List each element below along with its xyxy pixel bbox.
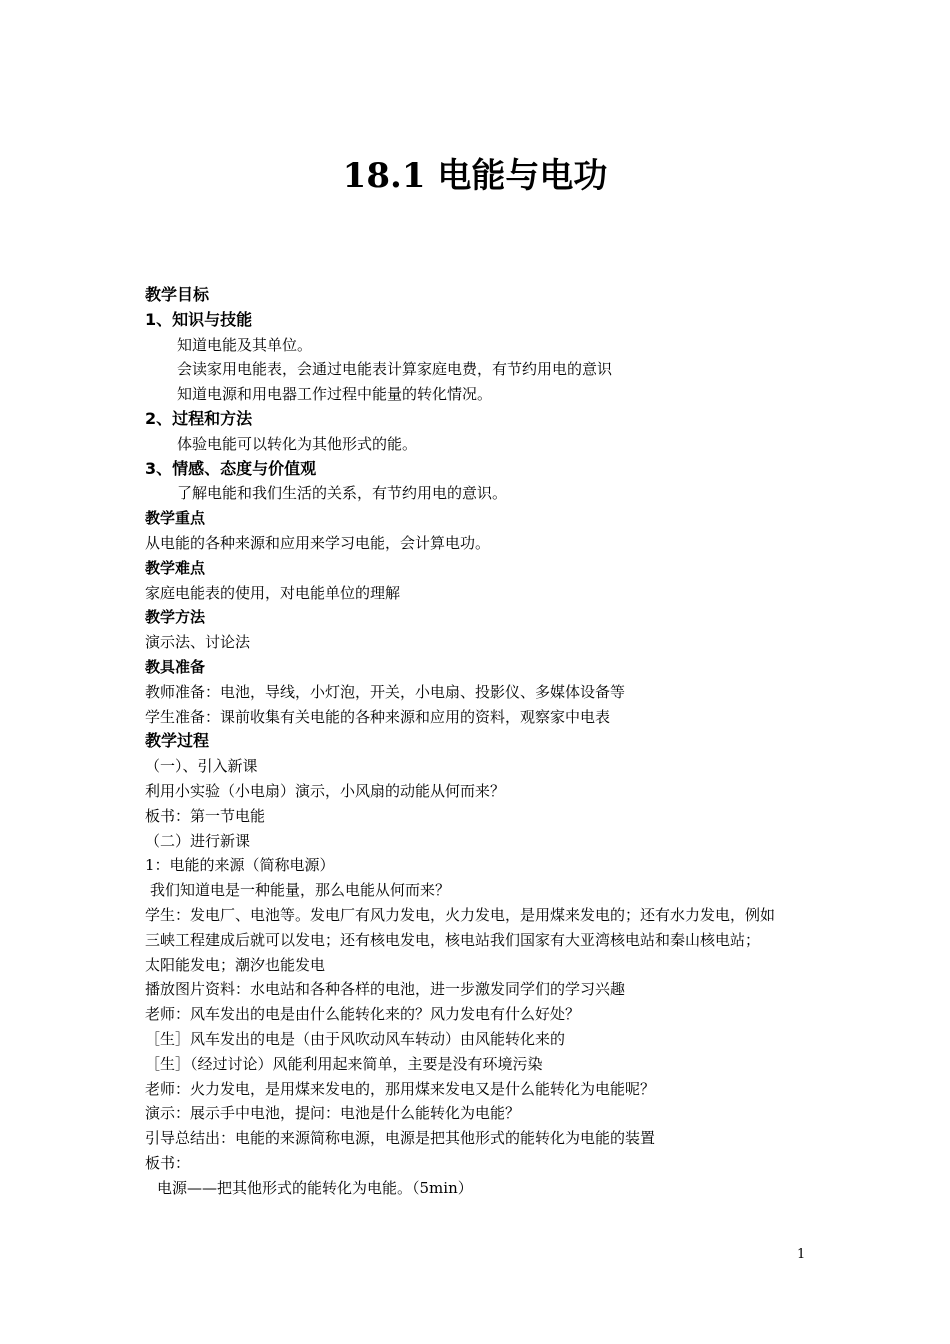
body-line: 板书：第一节电能 bbox=[145, 806, 266, 825]
body-line: 太阳能发电；潮汐也能发电 bbox=[145, 955, 326, 974]
body-line: 教师准备：电池，导线，小灯泡，开关，小电扇、投影仪、多媒体设备等 bbox=[145, 682, 626, 701]
body-line: ［生］（经过讨论）风能利用起来简单，主要是没有环境污染 bbox=[145, 1054, 543, 1073]
body-line: 学生：发电厂、电池等。发电厂有风力发电，火力发电，是用煤来发电的；还有水力发电，例如 bbox=[145, 905, 776, 924]
body-line: 利用小实验（小电扇）演示，小风扇的动能从何而来？ bbox=[145, 781, 506, 800]
document-title: 18.1 电能与电功 bbox=[342, 156, 608, 196]
body-line: 会读家用电能表，会通过电能表计算家庭电费，有节约用电的意识 bbox=[177, 360, 613, 379]
body-line: 了解电能和我们生活的关系，有节约用电的意识。 bbox=[177, 484, 508, 503]
section-heading-materials: 教具准备 bbox=[145, 657, 206, 676]
document-body bbox=[145, 283, 825, 1200]
page-number: 1 bbox=[797, 1247, 806, 1262]
subheading-knowledge-skills: 1、知识与技能 bbox=[145, 309, 253, 329]
body-line: 1：电能的来源（简称电源） bbox=[145, 856, 335, 875]
body-line: 演示：展示手中电池，提问：电池是什么能转化为电能？ bbox=[145, 1104, 521, 1123]
body-line: 学生准备：课前收集有关电能的各种来源和应用的资料，观察家中电表 bbox=[145, 707, 611, 726]
body-line: 三峡工程建成后就可以发电；还有核电发电，核电站我们国家有大亚湾核电站和秦山核电站； bbox=[145, 930, 761, 949]
section-heading-methods: 教学方法 bbox=[145, 608, 206, 627]
body-line: 老师：火力发电，是用煤来发电的，那用煤来发电又是什么能转化为电能呢？ bbox=[145, 1079, 656, 1098]
body-line: 知道电源和用电器工作过程中能量的转化情况。 bbox=[177, 385, 493, 404]
subheading-process-methods: 2、过程和方法 bbox=[145, 408, 253, 428]
section-heading-teaching-goals: 教学目标 bbox=[145, 285, 210, 304]
body-line: 体验电能可以转化为其他形式的能。 bbox=[177, 434, 418, 453]
body-line: （二）进行新课 bbox=[145, 831, 251, 850]
body-line: 板书： bbox=[145, 1153, 191, 1172]
body-line: 我们知道电是一种能量，那么电能从何而来？ bbox=[150, 881, 451, 900]
body-line: 引导总结出：电能的来源简称电源，电源是把其他形式的能转化为电能的装置 bbox=[145, 1129, 656, 1148]
body-line: 播放图片资料：水电站和各种各样的电池，进一步激发同学们的学习兴趣 bbox=[145, 980, 626, 999]
body-line: 知道电能及其单位。 bbox=[177, 335, 313, 354]
body-line: 老师：风车发出的电是由什么能转化来的？风力发电有什么好处？ bbox=[145, 1005, 581, 1024]
body-line: 家庭电能表的使用，对电能单位的理解 bbox=[145, 583, 401, 602]
body-line: 从电能的各种来源和应用来学习电能，会计算电功。 bbox=[145, 533, 491, 552]
body-line: 演示法、讨论法 bbox=[145, 633, 251, 652]
body-line: （一）、引入新课 bbox=[145, 757, 258, 776]
section-heading-process: 教学过程 bbox=[145, 731, 210, 751]
section-heading-difficulties: 教学难点 bbox=[145, 558, 206, 577]
body-line: 电源——把其他形式的能转化为电能。（5min） bbox=[157, 1178, 473, 1197]
section-heading-key-points: 教学重点 bbox=[145, 509, 206, 528]
subheading-attitude-values: 3、情感、态度与价值观 bbox=[145, 458, 317, 478]
body-line: ［生］风车发出的电是（由于风吹动风车转动）由风能转化来的 bbox=[145, 1029, 566, 1048]
